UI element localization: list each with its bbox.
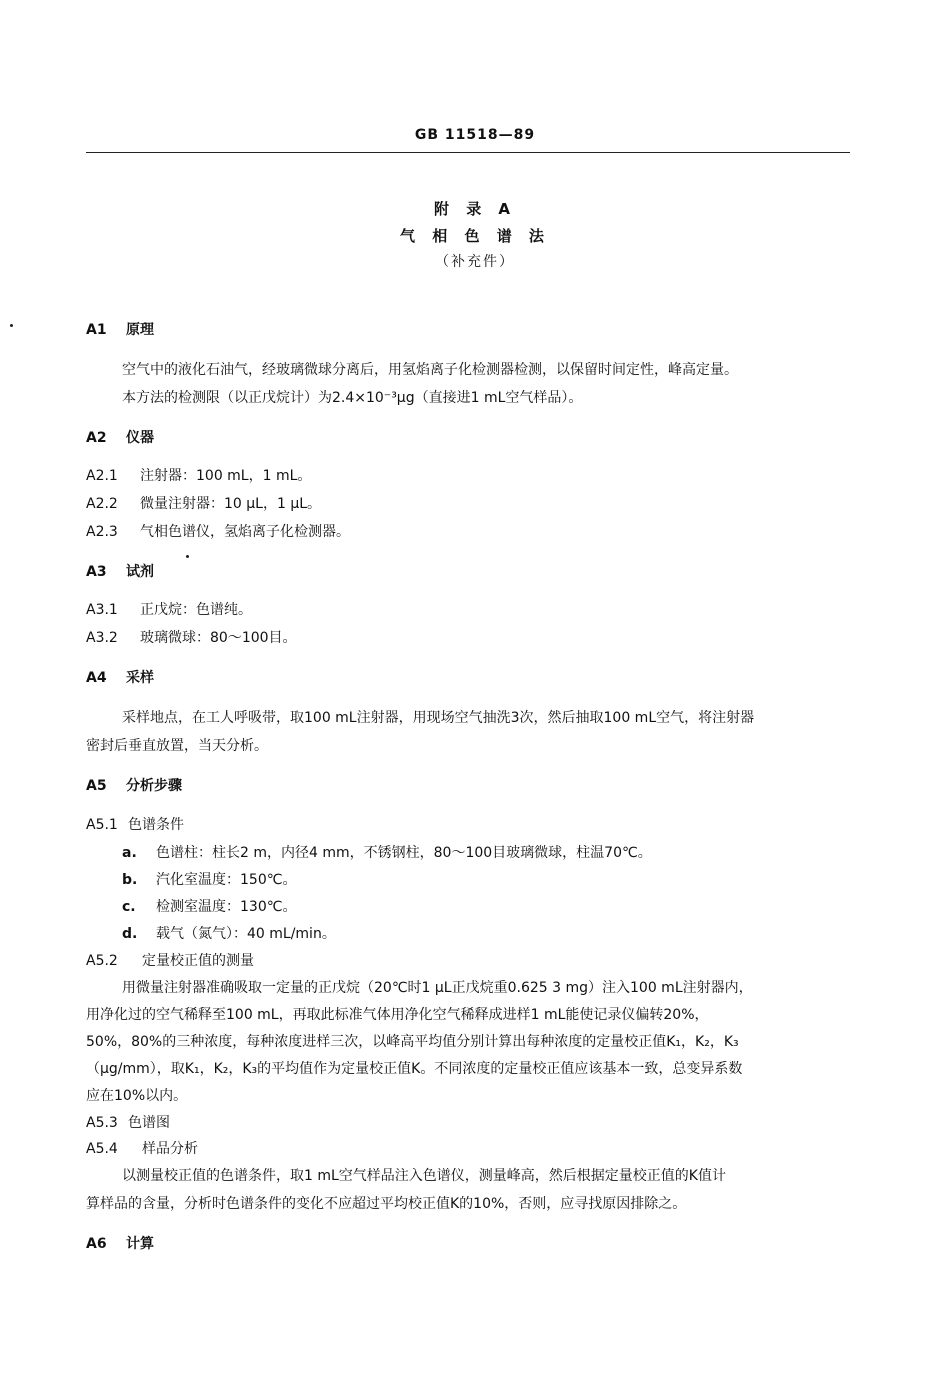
item-number: A2.3	[86, 524, 118, 540]
item-text: 注射器：100 mL，1 mL。	[140, 468, 312, 484]
section-heading-a5	[86, 775, 182, 795]
section-number: A5	[86, 778, 107, 794]
condition-item	[122, 896, 296, 916]
item-text: 检测室温度：130℃。	[156, 899, 297, 915]
item-text: 色谱条件	[128, 817, 184, 833]
list-item	[86, 465, 311, 485]
item-letter: c.	[122, 899, 136, 915]
section-heading-a6	[86, 1233, 154, 1253]
section-number: A1	[86, 322, 107, 338]
item-number: A3.2	[86, 630, 118, 646]
list-item	[86, 599, 252, 619]
section-title: 分析步骤	[126, 778, 182, 794]
section-heading-a3	[86, 561, 154, 581]
appendix-title: 附 录 A	[433, 200, 517, 218]
item-number: A5.1	[86, 817, 118, 833]
section-number: A2	[86, 430, 107, 446]
item-text: 气相色谱仪，氢焰离子化检测器。	[140, 524, 350, 540]
item-number: A5.3	[86, 1115, 118, 1131]
item-number: A2.2	[86, 496, 118, 512]
item-text: 色谱图	[128, 1115, 170, 1131]
item-text: 定量校正值的测量	[142, 953, 254, 969]
section-title: 采样	[126, 670, 154, 686]
scan-speck	[10, 324, 13, 327]
standard-number-header: GB 11518—89	[414, 127, 536, 143]
section-title: 试剂	[126, 564, 154, 580]
item-text: 样品分析	[142, 1141, 198, 1157]
paragraph-line: 密封后垂直放置，当天分析。	[86, 738, 268, 754]
section-number: A4	[86, 670, 107, 686]
paragraph-line: 用净化过的空气稀释至100 mL，再取此标准气体用净化空气稀释成进样1 mL能使记录仪偏转20%，	[86, 1007, 709, 1023]
section-title: 计算	[126, 1236, 154, 1252]
item-text: 玻璃微球：80～100目。	[140, 630, 297, 646]
section-heading-a4	[86, 667, 154, 687]
list-item	[86, 627, 297, 647]
paragraph-line: （μg/mm），取K₁，K₂，K₃的平均值作为定量校正值K。不同浓度的定量校正值应该基本一致，总变异系数	[86, 1061, 743, 1077]
section-heading-a1	[86, 319, 154, 339]
item-text: 色谱柱：柱长2 m，内径4 mm，不锈钢柱，80～100目玻璃微球，柱温70℃。	[156, 845, 652, 861]
paragraph-line: 用微量注射器准确吸取一定量的正戊烷（20℃时1 μL正戊烷重0.625 3 mg）注入100 mL注射器内，	[122, 980, 753, 996]
section-title: 仪器	[126, 430, 154, 446]
item-text: 汽化室温度：150℃。	[156, 872, 297, 888]
section-heading-a2	[86, 427, 154, 447]
paragraph-line: 应在10%以内。	[86, 1088, 188, 1104]
item-number: A5.2	[86, 953, 118, 969]
subsection-a5-4	[86, 1138, 198, 1158]
item-text: 载气（氮气）：40 mL/min。	[156, 926, 336, 942]
method-title: 气 相 色 谱 法	[400, 227, 550, 245]
condition-item	[122, 842, 652, 862]
item-letter: b.	[122, 872, 138, 888]
subsection-a5-1	[86, 814, 184, 834]
paragraph-line: 空气中的液化石油气，经玻璃微球分离后，用氢焰离子化检测器检测，以保留时间定性，峰高定量。	[122, 362, 738, 378]
list-item	[86, 493, 321, 513]
paragraph-line: 本方法的检测限（以正戊烷计）为2.4×10⁻³μg（直接进1 mL空气样品）。	[122, 390, 583, 406]
paragraph-line: 50%，80%的三种浓度，每种浓度进样三次，以峰高平均值分别计算出每种浓度的定量校正值K₁，K₂，K₃	[86, 1034, 739, 1050]
item-number: A3.1	[86, 602, 118, 618]
section-number: A6	[86, 1236, 107, 1252]
section-number: A3	[86, 564, 107, 580]
header-rule	[86, 152, 850, 153]
item-text: 微量注射器：10 μL，1 μL。	[140, 496, 322, 512]
item-letter: a.	[122, 845, 137, 861]
item-number: A2.1	[86, 468, 118, 484]
paragraph-line: 算样品的含量，分析时色谱条件的变化不应超过平均校正值K的10%，否则，应寻找原因排除之。	[86, 1196, 687, 1212]
condition-item	[122, 923, 336, 943]
item-text: 正戊烷：色谱纯。	[140, 602, 252, 618]
section-title: 原理	[126, 322, 154, 338]
item-number: A5.4	[86, 1141, 118, 1157]
subsection-a5-2	[86, 950, 254, 970]
scan-speck	[186, 555, 189, 558]
item-letter: d.	[122, 926, 138, 942]
condition-item	[122, 869, 296, 889]
paragraph-line: 以测量校正值的色谱条件，取1 mL空气样品注入色谱仪，测量峰高，然后根据定量校正值的K值计	[122, 1168, 726, 1184]
subsection-a5-3	[86, 1112, 170, 1132]
list-item	[86, 521, 350, 541]
supplement-note: （补充件）	[435, 254, 515, 270]
paragraph-line: 采样地点，在工人呼吸带，取100 mL注射器，用现场空气抽洗3次，然后抽取100 mL空气，将注射器	[122, 710, 755, 726]
